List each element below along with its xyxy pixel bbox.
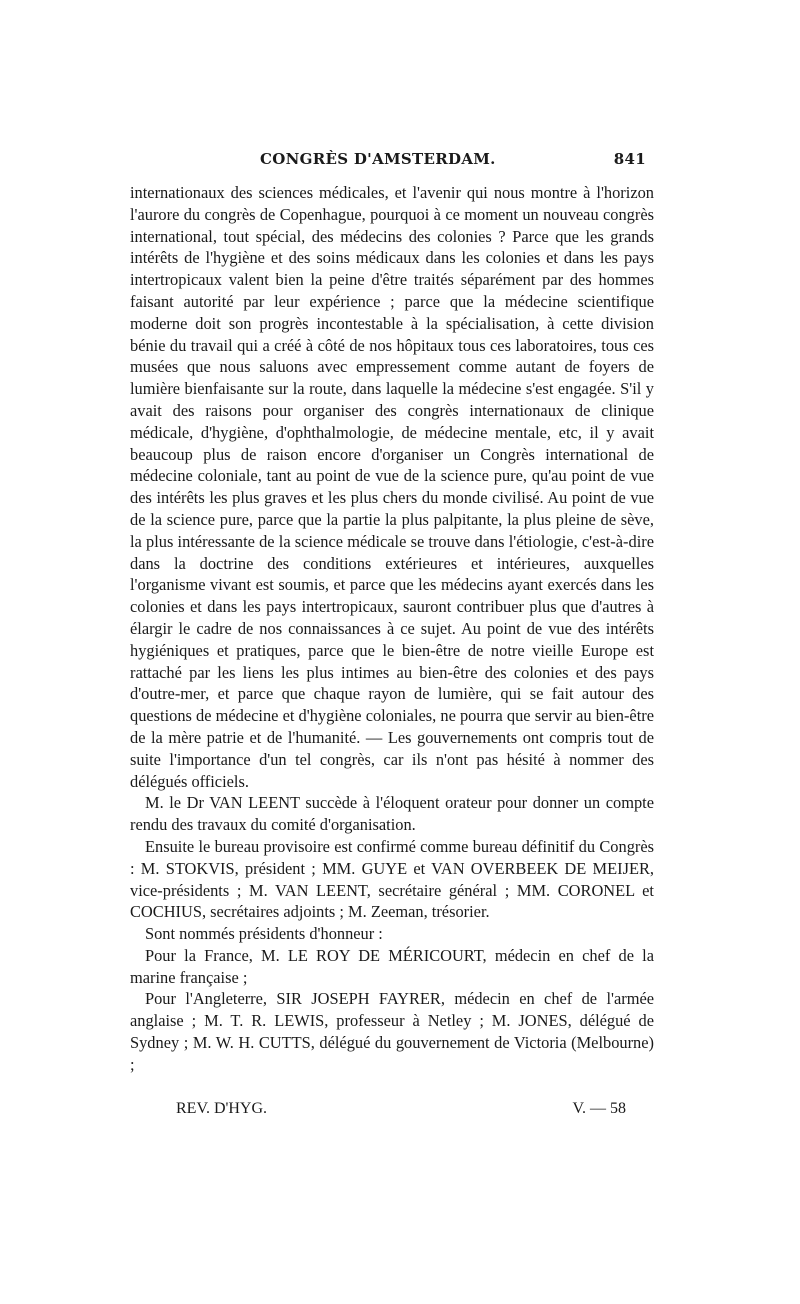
paragraph: Sont nommés présidents d'honneur : xyxy=(145,924,383,944)
paragraph: M. le Dr VAN LEENT succède à l'éloquent orateur pour donner un compte rendu des travaux du comité d'organisation. xyxy=(130,793,654,835)
page-number: 841 xyxy=(613,150,646,168)
paragraph: Ensuite le bureau provisoire est confirmé comme bureau définitif du Congrès : M. STOKVIS, président ; MM. GUYE et VAN OVERBEEK DE MEIJER, vice-présidents ; M. VAN LEENT, secrétaire général ; MM. CORONEL et COCHIUS, secrétaires adjoints ; M. Zeeman, trésorier. xyxy=(130,836,654,922)
page-footer xyxy=(176,1100,636,1118)
running-title: CONGRÈS D'AMSTERDAM. xyxy=(260,150,496,168)
footer-journal: REV. D'HYG. xyxy=(176,1100,268,1117)
page-content xyxy=(130,150,654,1076)
footer-signature: V. — 58 xyxy=(572,1100,626,1117)
paragraph: Pour l'Angleterre, SIR JOSEPH FAYRER, médecin en chef de l'armée anglaise ; M. T. R. LEWIS, professeur à Netley ; M. JONES, délégué de Sydney ; M. W. H. CUTTS, délégué du gouvernement de Victoria (Melbourne) ; xyxy=(130,989,654,1074)
running-head xyxy=(130,150,654,174)
paragraph: internationaux des sciences médicales, et l'avenir qui nous montre à l'horizon l'aurore du congrès de Copenhague, pourquoi à ce moment un nouveau congrès international, tout spécial, des médecins des colonies ? Parce que les grands intérêts de l'hygiène et des soins médicaux dans les colonies et dans les pays intertropicaux valent bien la peine d'être traités séparément par des hommes faisant autorité par leur expérience ; parce que la médecine scientifique moderne doit son progrès incontestable à la spécialisation, à cette division bénie du travail qui a créé à côté de nos hôpitaux tous ces laboratoires, tous ces musées que nous saluons avec empressement comme autant de foyers de lumière bienfaisante sur la route, dans laquelle la médecine s'est engagée. S'il y avait des raisons pour organiser des congrès internationaux de clinique médicale, d'hygiène, d'ophthalmologie, de médecine mentale, etc, il y avait beaucoup plus de raison encore d'organiser un Congrès international de médecine coloniale, tant au point de vue de la science pure, qu'au point de vue des intérêts les plus graves et les plus chers du monde civilisé. Au point de vue de la science pure, parce que la partie la plus palpitante, la plus pleine de sève, la plus intéressante de la science médicale se trouve dans l'étiologie, c'est-à-dire dans la doctrine des conditions extérieures et intérieures, auxquelles l'organisme vivant est soumis, et parce que les médecins ayant exercés dans les colonies et dans les pays intertropicaux, sauront contribuer plus que d'autres à élargir le cadre de nos connaissances à ce sujet. Au point de vue des intérêts hygiéniques et pratiques, parce que le bien-être de notre vieille Europe est rattaché par les liens les plus intimes au bien-être des colonies et des pays d'outre-mer, et parce que chaque rayon de lumière, qui se fait autour des questions de médecine et d'hygiène coloniales, ne pourra que servir au bien-être de la mère patrie et de l'humanité. — Les gouvernements ont compris tout de suite l'importance d'un tel congrès, car ils n'ont pas hésité à nommer des délégués officiels. xyxy=(130,183,654,791)
body-text xyxy=(130,182,654,1076)
paragraph: Pour la France, M. LE ROY DE MÉRICOURT, médecin en chef de la marine française ; xyxy=(130,945,654,987)
